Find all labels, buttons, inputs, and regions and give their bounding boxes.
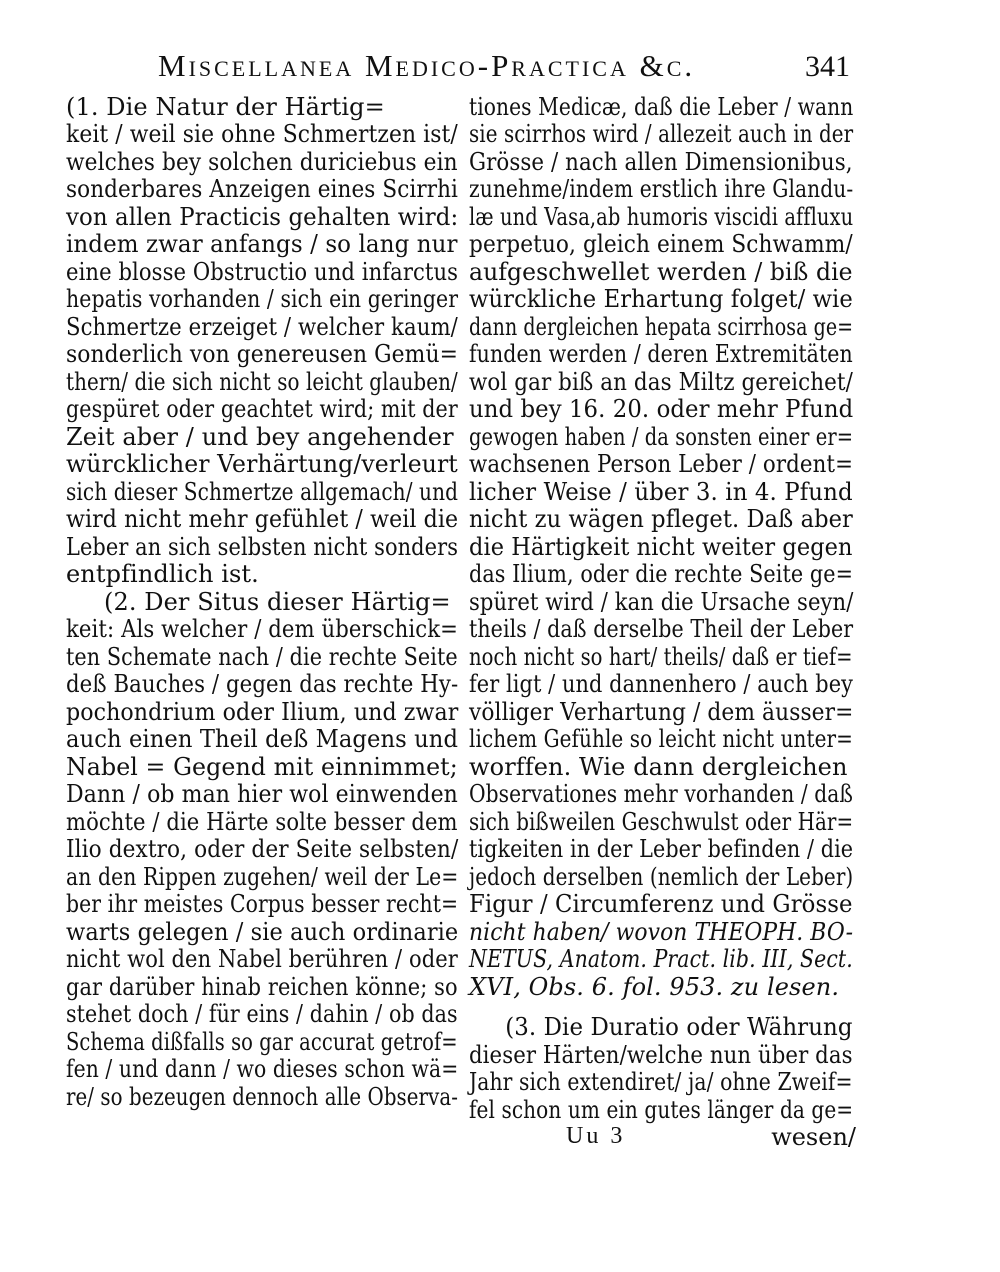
text-line: eine blosse Obstructio und infarctus (66, 258, 459, 286)
text-line: Ilio dextro, oder der Seite selbsten/ (66, 835, 459, 863)
text-line: nicht wol den Nabel berühren / oder (66, 945, 458, 973)
text-line: dann dergleichen hepata scirrhosa ge= (469, 313, 854, 341)
text-line: ten Schemate nach / die rechte Seite (66, 643, 458, 671)
text-line: an den Rippen zugehen/ weil der Le= (66, 863, 459, 891)
text-line: und bey 16. 20. oder mehr Pfund (469, 395, 854, 423)
text-line: spüret wird / kan die Ursache seyn/ (469, 588, 854, 616)
text-line: stehet doch / für eins / dahin / ob das (66, 1000, 458, 1028)
text-line: wol gar biß an das Miltz gereichet/ (469, 368, 853, 396)
text-line: NETUS, Anatom. Pract. lib. III, Sect. (469, 945, 853, 973)
text-line: læ und Vasa,ab humoris viscidi affluxu (469, 203, 854, 231)
text-line: thern/ die sich nicht so leicht glauben/ (66, 368, 458, 396)
text-line: tiones Medicæ, daß die Leber / wann (469, 93, 854, 121)
text-line: fen / und dann / wo dieses schon wä= (66, 1055, 459, 1083)
text-line: licher Weise / über 3. in 4. Pfund (469, 478, 853, 506)
text-line: Zeit aber / und bey angehender (66, 423, 454, 451)
text-line: Dann / ob man hier wol einwenden (66, 780, 458, 808)
text-line: pochondrium oder Ilium, und zwar (66, 698, 459, 726)
text-line: entpfindlich ist. (66, 560, 259, 588)
text-line: perpetuo, gleich einem Schwamm/ (469, 230, 853, 258)
text-line: (3. Die Duratio oder Währung (505, 1013, 853, 1041)
text-line: würckliche Erhartung folget/ wie (469, 285, 853, 313)
text-line: lichem Gefühle so leicht nicht unter= (469, 725, 854, 753)
text-line: wachsenen Person Leber / ordent= (469, 450, 854, 478)
text-line: die Härtigkeit nicht weiter gegen (469, 533, 853, 561)
text-line: gar darüber hinab reichen könne; so (66, 973, 458, 1001)
text-line: Leber an sich selbsten nicht sonders (66, 533, 459, 561)
text-line: hepatis vorhanden / sich ein geringer (66, 285, 459, 313)
text-line: deß Bauches / gegen das rechte Hy- (66, 670, 459, 698)
text-line: theils / daß derselbe Theil der Leber (469, 615, 854, 643)
text-line: Observationes mehr vorhanden / daß (469, 780, 853, 808)
text-line: fel schon um ein gutes länger da ge= (469, 1096, 854, 1124)
text-line: gewogen haben / da sonsten einer er= (469, 423, 854, 451)
text-line: tigkeiten in der Leber befinden / die (469, 835, 854, 863)
text-line: gespüret oder geachtet wird; mit der (66, 395, 458, 423)
text-line: warts gelegen / sie auch ordinarie (66, 918, 459, 946)
text-line: keit / weil sie ohne Schmertzen ist/ (66, 120, 458, 148)
text-line: dieser Härten/welche nun über das (469, 1041, 853, 1069)
text-line: sich bißweilen Geschwulst oder Här= (469, 808, 854, 836)
signature-mark: Uu 3 (566, 1123, 626, 1149)
text-line: würcklicher Verhärtung/verleurt (66, 450, 458, 478)
text-line: (2. Der Situs dieser Härtig= (104, 588, 451, 616)
text-line: Figur / Circumferenz und Grösse (469, 890, 853, 918)
text-line: Schema dißfalls so gar accurat getrof= (66, 1028, 458, 1056)
running-head (150, 46, 850, 90)
text-line: keit: Als welcher / dem überschick= (66, 615, 459, 643)
text-line: sich dieser Schmertze allgemach/ und (66, 478, 459, 506)
catchword: wesen/ (771, 1123, 856, 1151)
text-line: worffen. Wie dann dergleichen (469, 753, 848, 781)
text-line: möchte / die Härte solte besser dem (66, 808, 458, 836)
text-line: Jahr sich extendiret/ ja/ ohne Zweif= (469, 1068, 853, 1096)
text-line: indem zwar anfangs / so lang nur (66, 230, 458, 258)
text-line: auch einen Theil deß Magens und (66, 725, 459, 753)
text-line: ber ihr meistes Corpus besser recht= (66, 890, 459, 918)
page-footer (566, 1123, 856, 1159)
text-line: Nabel = Gegend mit einnimmet; (66, 753, 458, 781)
text-line: Grösse / nach allen Dimensionibus, (469, 148, 853, 176)
running-title: Miscellanea Medico-Practica &c. (158, 48, 696, 83)
text-line: zunehme/indem erstlich ihre Glandu- (469, 175, 854, 203)
text-line: welches bey solchen duriciebus ein (66, 148, 458, 176)
text-line: nicht haben/ wovon THEOPH. BO- (469, 918, 854, 946)
text-line: das Ilium, oder die rechte Seite ge= (469, 560, 854, 588)
text-line: jedoch derselben (nemlich der Leber) (469, 863, 854, 891)
text-line: noch nicht so hart/ theils/ daß er tief= (469, 643, 853, 671)
text-line: re/ so bezeugen dennoch alle Observa- (66, 1083, 458, 1111)
text-line: Schmertze erzeiget / welcher kaum/ (66, 313, 458, 341)
text-line: sonderlich von genereusen Gemü= (66, 340, 458, 368)
text-line: sie scirrhos wird / allezeit auch in der (469, 120, 854, 148)
text-line: (1. Die Natur der Härtig= (66, 93, 385, 121)
text-line: XVI, Obs. 6. fol. 953. zu lesen. (469, 973, 840, 1001)
text-line: von allen Practicis gehalten wird: (66, 203, 459, 231)
text-line: sonderbares Anzeigen eines Scirrhi (66, 175, 459, 203)
page-number: 341 (805, 50, 850, 83)
text-line: völliger Verhartung / dem äusser= (469, 698, 854, 726)
text-line: aufgeschwellet werden / biß die (469, 258, 853, 286)
text-line: funden werden / deren Extremitäten (469, 340, 853, 368)
text-line: nicht zu wägen pfleget. Daß aber (469, 505, 853, 533)
text-line: wird nicht mehr gefühlet / weil die (66, 505, 459, 533)
text-line: fer ligt / und dannenhero / auch bey (469, 670, 854, 698)
